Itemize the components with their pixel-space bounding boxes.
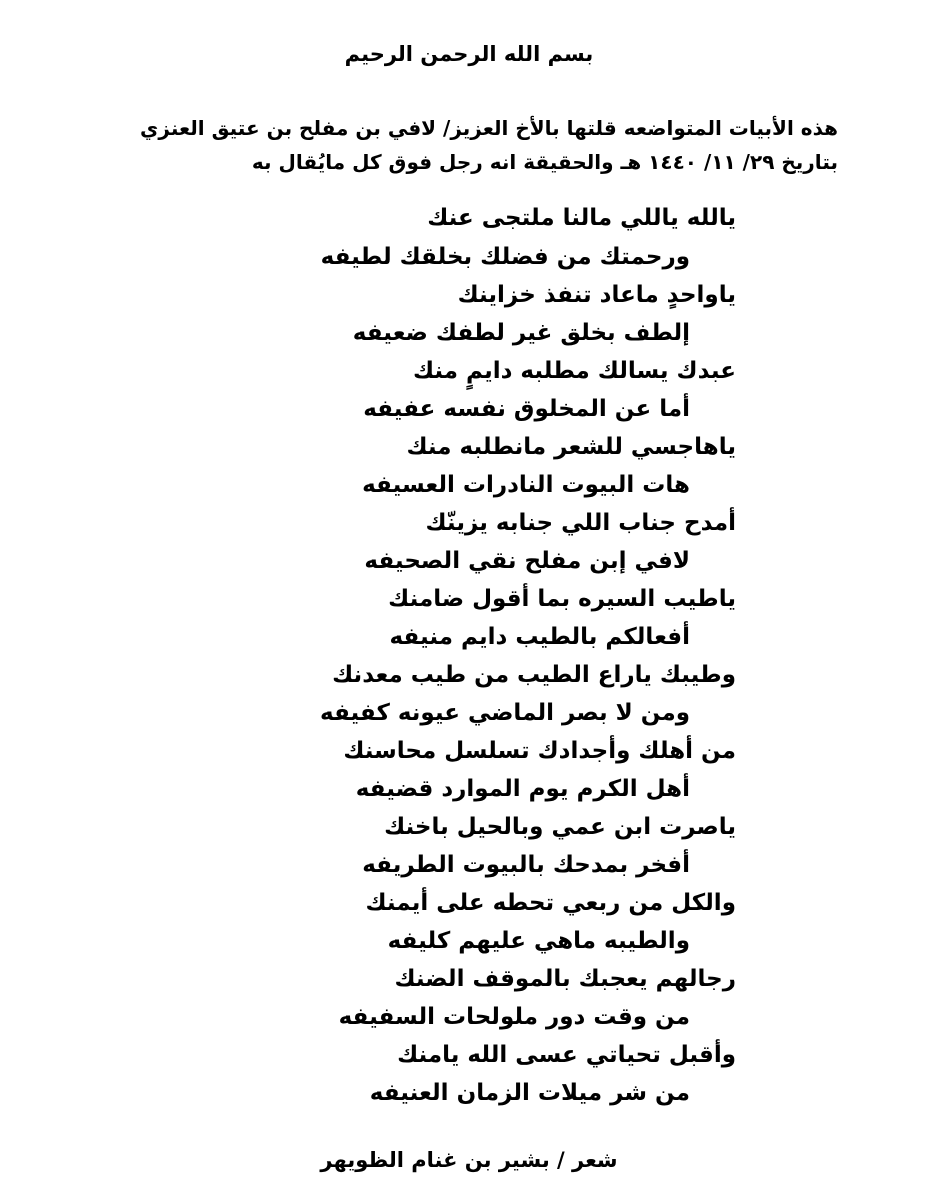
- verse-line: أهل الكرم يوم الموارد قضيفه: [355, 776, 690, 802]
- verse-line: أفعالكم بالطيب دايم منيفه: [389, 624, 690, 650]
- verse-line: أما عن المخلوق نفسه عفيفه: [363, 396, 690, 422]
- verse-line: ورحمتك من فضلك بخلقك لطيفه: [320, 244, 690, 270]
- intro-line-1: هذه الأبيات المتواضعه قلتها بالأخ العزيز/ لافي بن مفلح بن عتيق العنزي: [140, 116, 838, 140]
- verse-line: إلطف بخلق غير لطفك ضعيفه: [352, 320, 690, 346]
- verse-line: ومن لا بصر الماضي عيونه كفيفه: [320, 700, 690, 726]
- verse-line: من شر ميلات الزمان العنيفه: [369, 1080, 690, 1106]
- verse-line: ياصرت ابن عمي وبالحيل باخنك: [384, 814, 736, 840]
- verse-line: وطيبك ياراع الطيب من طيب معدنك: [332, 662, 736, 688]
- verse-line: عبدك يسالك مطلبه دايمٍ منك: [413, 358, 736, 384]
- verse-line: والكل من ربعي تحطه على أيمنك: [365, 890, 736, 916]
- verse-line: أفخر بمدحك بالبيوت الطريفه: [362, 852, 690, 878]
- verse-line: رجالهم يعجبك بالموقف الضنك: [394, 966, 736, 992]
- verse-line: ياهاجسي للشعر مانطلبه منك: [406, 434, 736, 460]
- verse-line: ياواحدٍ ماعاد تنفذ خزاينك: [457, 282, 736, 308]
- verse-line: ياطيب السيره بما أقول ضامنك: [388, 586, 736, 612]
- verse-line: من أهلك وأجدادك تسلسل محاسنك: [343, 738, 736, 764]
- verse-line: والطيبه ماهي عليهم كليفه: [387, 928, 690, 954]
- verse-line: أمدح جناب اللي جنابه يزينّك: [425, 510, 736, 536]
- intro-line-2: بتاريخ ٢٩/ ١١/ ١٤٤٠ هـ والحقيقة انه رجل فوق كل مايُقال به: [251, 150, 838, 174]
- verse-line: وأقبل تحياتي عسى الله يامنك: [397, 1042, 736, 1068]
- basmala-heading: بسم الله الرحمن الرحيم: [344, 42, 594, 66]
- verse-line: هات البيوت النادرات العسيفه: [362, 472, 690, 498]
- verse-line: يالله ياللي مالنا ملتجى عنك: [427, 205, 736, 231]
- poet-signature: شعر / بشير بن غنام الظويهر: [320, 1148, 618, 1172]
- verse-line: من وقت دور ملولحات السفيفه: [338, 1004, 690, 1030]
- verse-line: لافي إبن مفلح نقي الصحيفه: [364, 548, 690, 574]
